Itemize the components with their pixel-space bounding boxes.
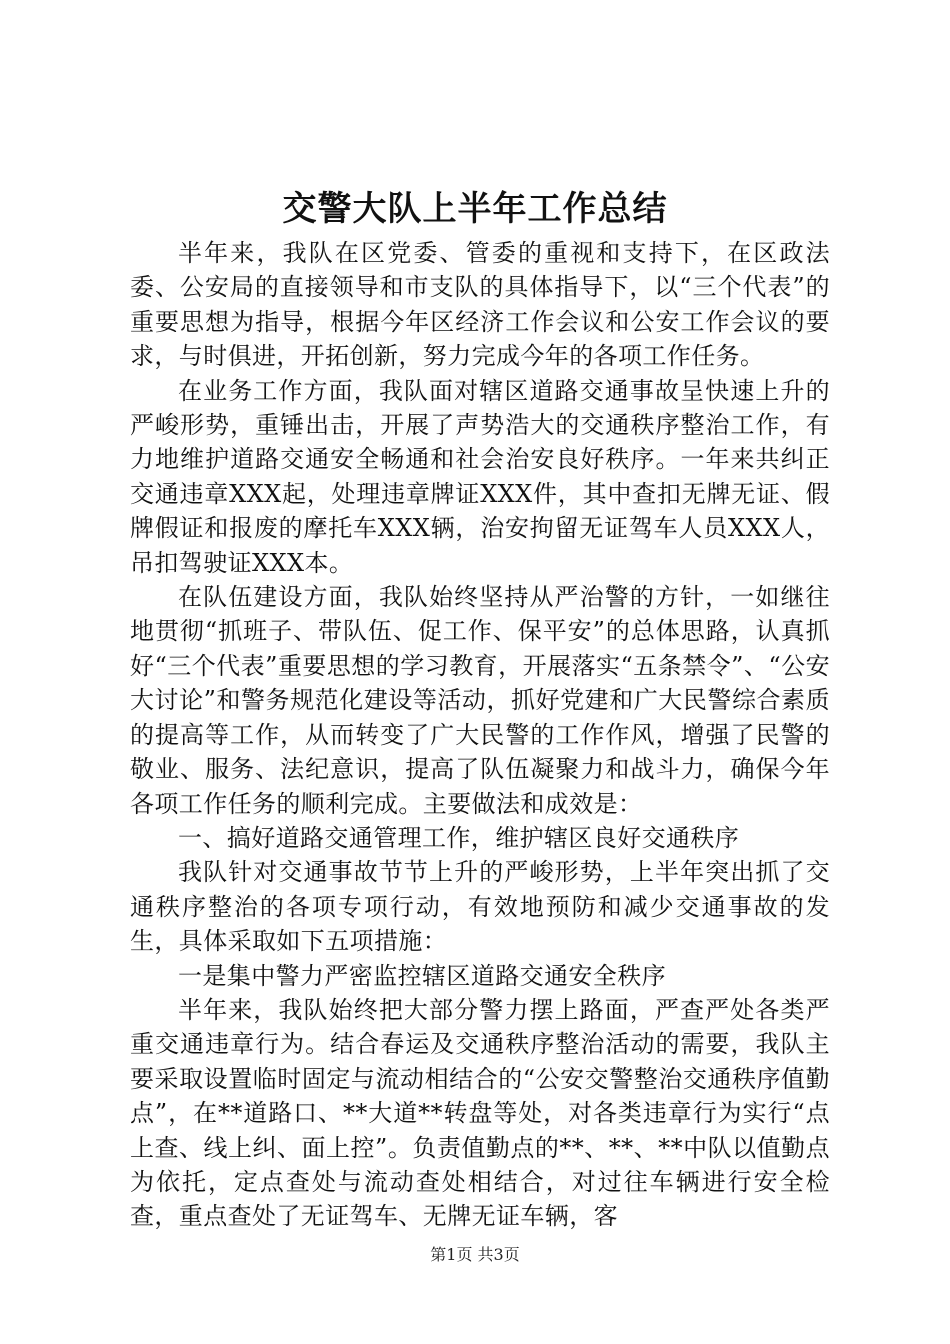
paragraph-section-1-intro: 我队针对交通事故节节上升的严峻形势，上半年突出抓了交通秩序整治的各项专项行动，有效地预防和减少交通事故的发生，具体采取如下五项措施： [130,858,830,956]
paragraph-business-work: 在业务工作方面，我队面对辖区道路交通事故呈快速上升的严峻形势，重锤出击，开展了声势浩大的交通秩序整治工作，有力地维护道路交通安全畅通和社会治安良好秩序。一年来共纠正交通违章XXX起，处理违章牌证XXX件，其中查扣无牌无证、假牌假证和报废的摩托车XXX辆，治安拘留无证驾车人员XXX人，吊扣驾驶证XXX本。 [130,376,830,577]
document-body [130,236,830,1234]
paragraph-team-building: 在队伍建设方面，我队始终坚持从严治警的方针，一如继往地贯彻“抓班子、带队伍、促工作、保平安”的总体思路，认真抓好“三个代表”重要思想的学习教育，开展落实“五条禁令”、“公安大讨论”和警务规范化建设等活动，抓好党建和广大民警综合素质的提高等工作，从而转变了广大民警的工作作风，增强了民警的敬业、服务、法纪意识，提高了队伍凝聚力和战斗力，确保今年各项工作任务的顺利完成。主要做法和成效是： [130,583,830,818]
paragraph-intro: 半年来，我队在区党委、管委的重视和支持下，在区政法委、公安局的直接领导和市支队的具体指导下，以“三个代表”的重要思想为指导，根据今年区经济工作会议和公安工作会议的要求，与时俱进，开拓创新，努力完成今年的各项工作任务。 [130,239,830,371]
page-number-footer: 第1页 共3页 [430,1245,520,1264]
section-heading-1: 一、搞好道路交通管理工作，维护辖区良好交通秩序 [178,823,740,852]
document-title: 交警大队上半年工作总结 [282,189,668,229]
subsection-heading-1: 一是集中警力严密监控辖区道路交通安全秩序 [178,961,666,990]
paragraph-subsection-1: 半年来，我队始终把大部分警力摆上路面，严查严处各类严重交通违章行为。结合春运及交通秩序整治活动的需要，我队主要采取设置临时固定与流动相结合的“公安交警整治交通秩序值勤点”，在**道路口、**大道**转盘等处，对各类违章行为实行“点上查、线上纠、面上控”。负责值勤点的**、**、**中队以值勤点为依托，定点查处与流动查处相结合，对过往车辆进行安全检查，重点查处了无证驾车、无牌无证车辆，客 [130,995,830,1231]
